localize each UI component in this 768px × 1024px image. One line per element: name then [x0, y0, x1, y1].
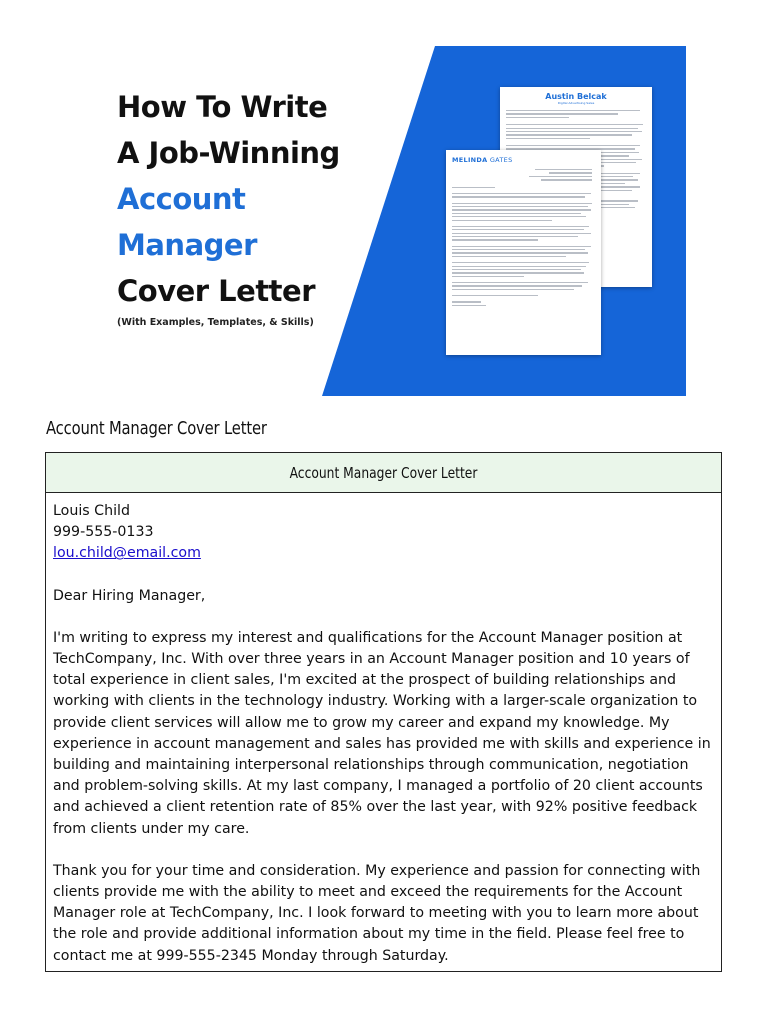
hero-subtitle: (With Examples, Templates, & Skills): [117, 317, 314, 328]
hero-title-line-3: Account: [117, 182, 246, 216]
sender-email-link[interactable]: lou.child@email.com: [53, 545, 201, 562]
sample-letter-front-text-lines: [446, 164, 601, 311]
hero-title-line-2: A Job-Winning: [117, 136, 340, 170]
sample-letter-front-first-name: MELINDA: [452, 156, 488, 164]
sample-letter-front-name: [446, 150, 601, 164]
cover-letter-body: [46, 493, 721, 967]
sample-letter-back-name: Austin Belcak: [545, 92, 607, 101]
cover-letter-table: [45, 452, 722, 972]
hero-banner: [90, 40, 690, 400]
letter-paragraph-1: I'm writing to express my interest and qualifications for the Account Manager position at TechCompany, Inc. With over three years in an Account Manager position and 10 years of total experience in client sales, I'm excited at the prospect of building relationships and working with clients in the technology industry. Working with a larger-scale organization to provide client services will allow me to grow my career and expand my knowledge. My experience in account management and sales has provided me with skills and experience in building and maintaining interpersonal relationships through communication, negotiation and problem-solving skills. At my last company, I managed a portfolio of 20 client accounts and achieved a client retention rate of 85% over the last year, with 92% positive feedback from clients under my care.: [53, 629, 711, 837]
sample-letter-front: [446, 150, 601, 355]
hero-title-line-1: How To Write: [117, 90, 328, 124]
hero-title-line-5: Cover Letter: [117, 274, 316, 308]
hero-title-line-4: Manager: [117, 228, 257, 262]
section-heading: Account Manager Cover Letter: [46, 418, 267, 439]
letter-paragraph-2: Thank you for your time and consideration. My experience and passion for connecting with clients provide me with the ability to meet and exceed the requirements for the Account Manager role at TechCompany, Inc. I look forward to meeting with you to learn more about the role and provide additional information about my time in the field. Please feel free to contact me at 999-555-2345 Monday through Saturday.: [53, 862, 701, 964]
cover-letter-header: [46, 453, 721, 493]
hero-title: [117, 84, 340, 314]
cover-letter-header-title: Account Manager Cover Letter: [289, 463, 478, 482]
sender-name: Louis Child: [53, 503, 130, 519]
sample-letter-front-last-name: GATES: [489, 156, 513, 164]
sample-letter-back-role: Digital Advertising Sales: [557, 101, 595, 105]
salutation: Dear Hiring Manager,: [53, 587, 206, 604]
sender-phone: 999-555-0133: [53, 524, 154, 541]
